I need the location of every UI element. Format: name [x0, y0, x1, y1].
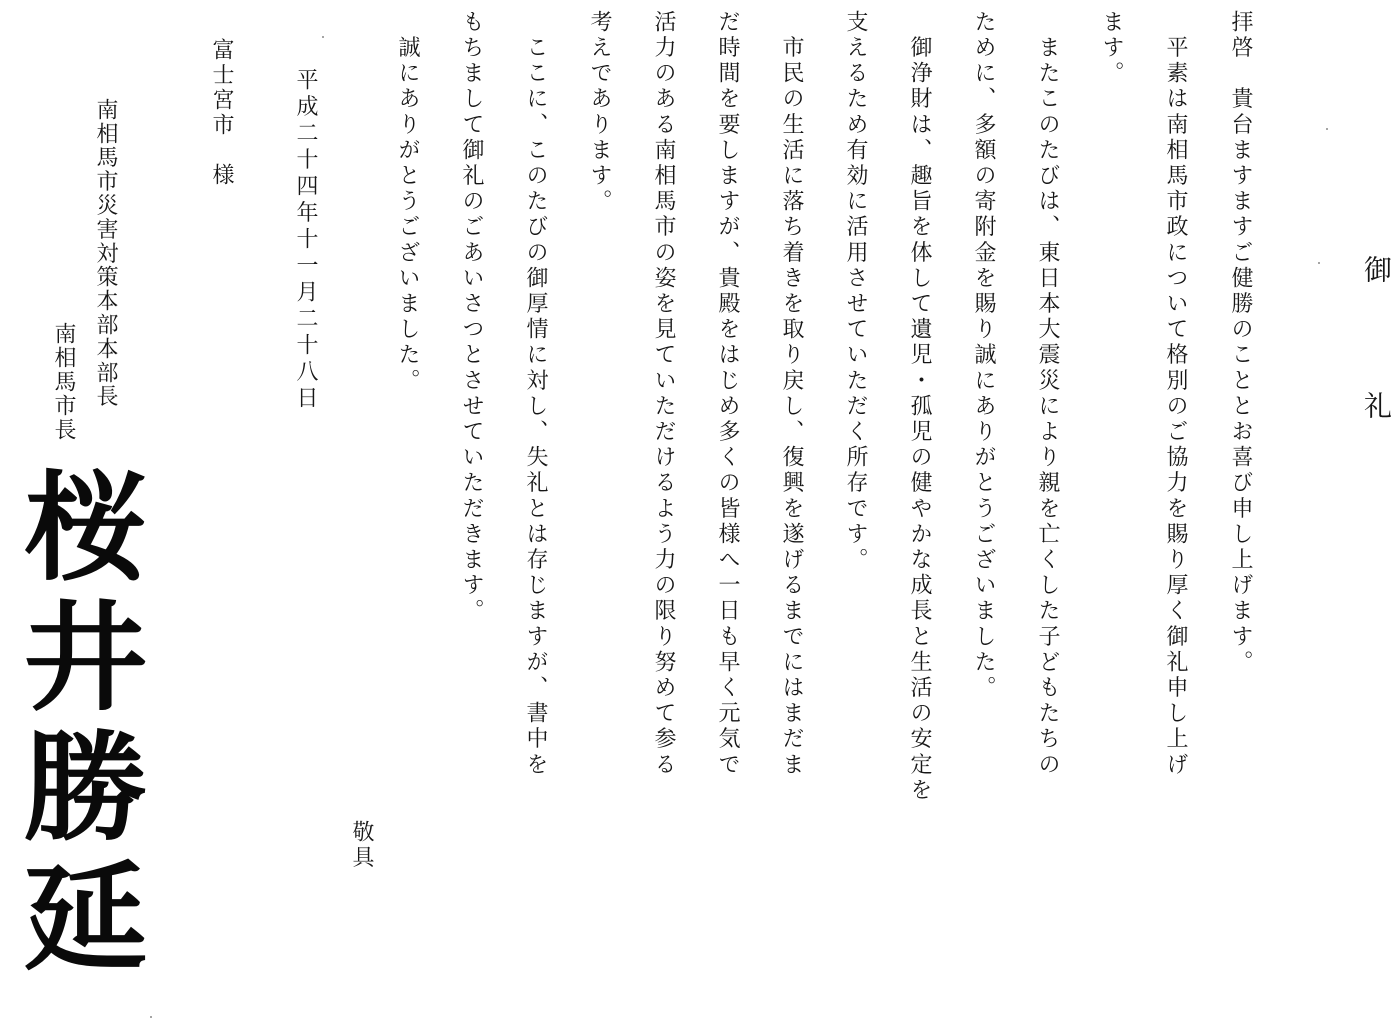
paper-speck: [1326, 128, 1328, 130]
paper-speck: [1318, 262, 1320, 264]
body-line-2: 平素は南相馬市政について格別のご協力を賜り厚く御礼申し上げ: [1163, 10, 1188, 778]
body-line-7: 支えるため有効に活用させていただく所存です。: [843, 10, 868, 574]
body-line-12: ここに、このたびの御厚情に対し、失礼とは存じますが、書中を: [523, 10, 548, 778]
paper-speck: [322, 36, 324, 38]
closing-phrase: 敬具: [349, 820, 374, 872]
body-line-11: 考えであります。: [587, 10, 612, 215]
body-line-6: 御浄財は、趣旨を体して遺児・孤児の健やかな成長と生活の安定を: [907, 10, 932, 804]
handwritten-signature: 桜井勝延: [2, 465, 149, 985]
letter-title: 御 礼: [1360, 255, 1393, 459]
body-line-13: もちまして御礼のごあいさつとさせていただきます。: [459, 10, 484, 625]
body-line-3: ます。: [1099, 10, 1124, 87]
body-line-9: だ時間を要しますが、貴殿をはじめ多くの皆様へ一日も早く元気で: [715, 10, 740, 778]
body-line-14: 誠にありがとうございました。: [395, 10, 420, 394]
body-line-10: 活力のある南相馬市の姿を見ていただけるよう力の限り努めて参る: [651, 10, 676, 778]
body-line-4: またこのたびは、東日本大震災により親を亡くした子どもたちの: [1035, 10, 1060, 778]
sender-title: 南相馬市長: [51, 322, 76, 442]
body-line-1: 拝啓 貴台ますますご健勝のこととお喜び申し上げます。: [1228, 10, 1253, 676]
body-line-5: ために、多額の寄附金を賜り誠にありがとうございました。: [971, 10, 996, 702]
body-line-8: 市民の生活に落ち着きを取り戻し、復興を遂げるまでにはまだま: [779, 10, 804, 778]
letter-date: 平成二十四年十一月二十八日: [293, 68, 318, 413]
paper-speck: [150, 1016, 152, 1018]
recipient-name: 富士宮市 様: [209, 38, 234, 188]
sender-organization: 南相馬市災害対策本部本部長: [93, 98, 118, 409]
